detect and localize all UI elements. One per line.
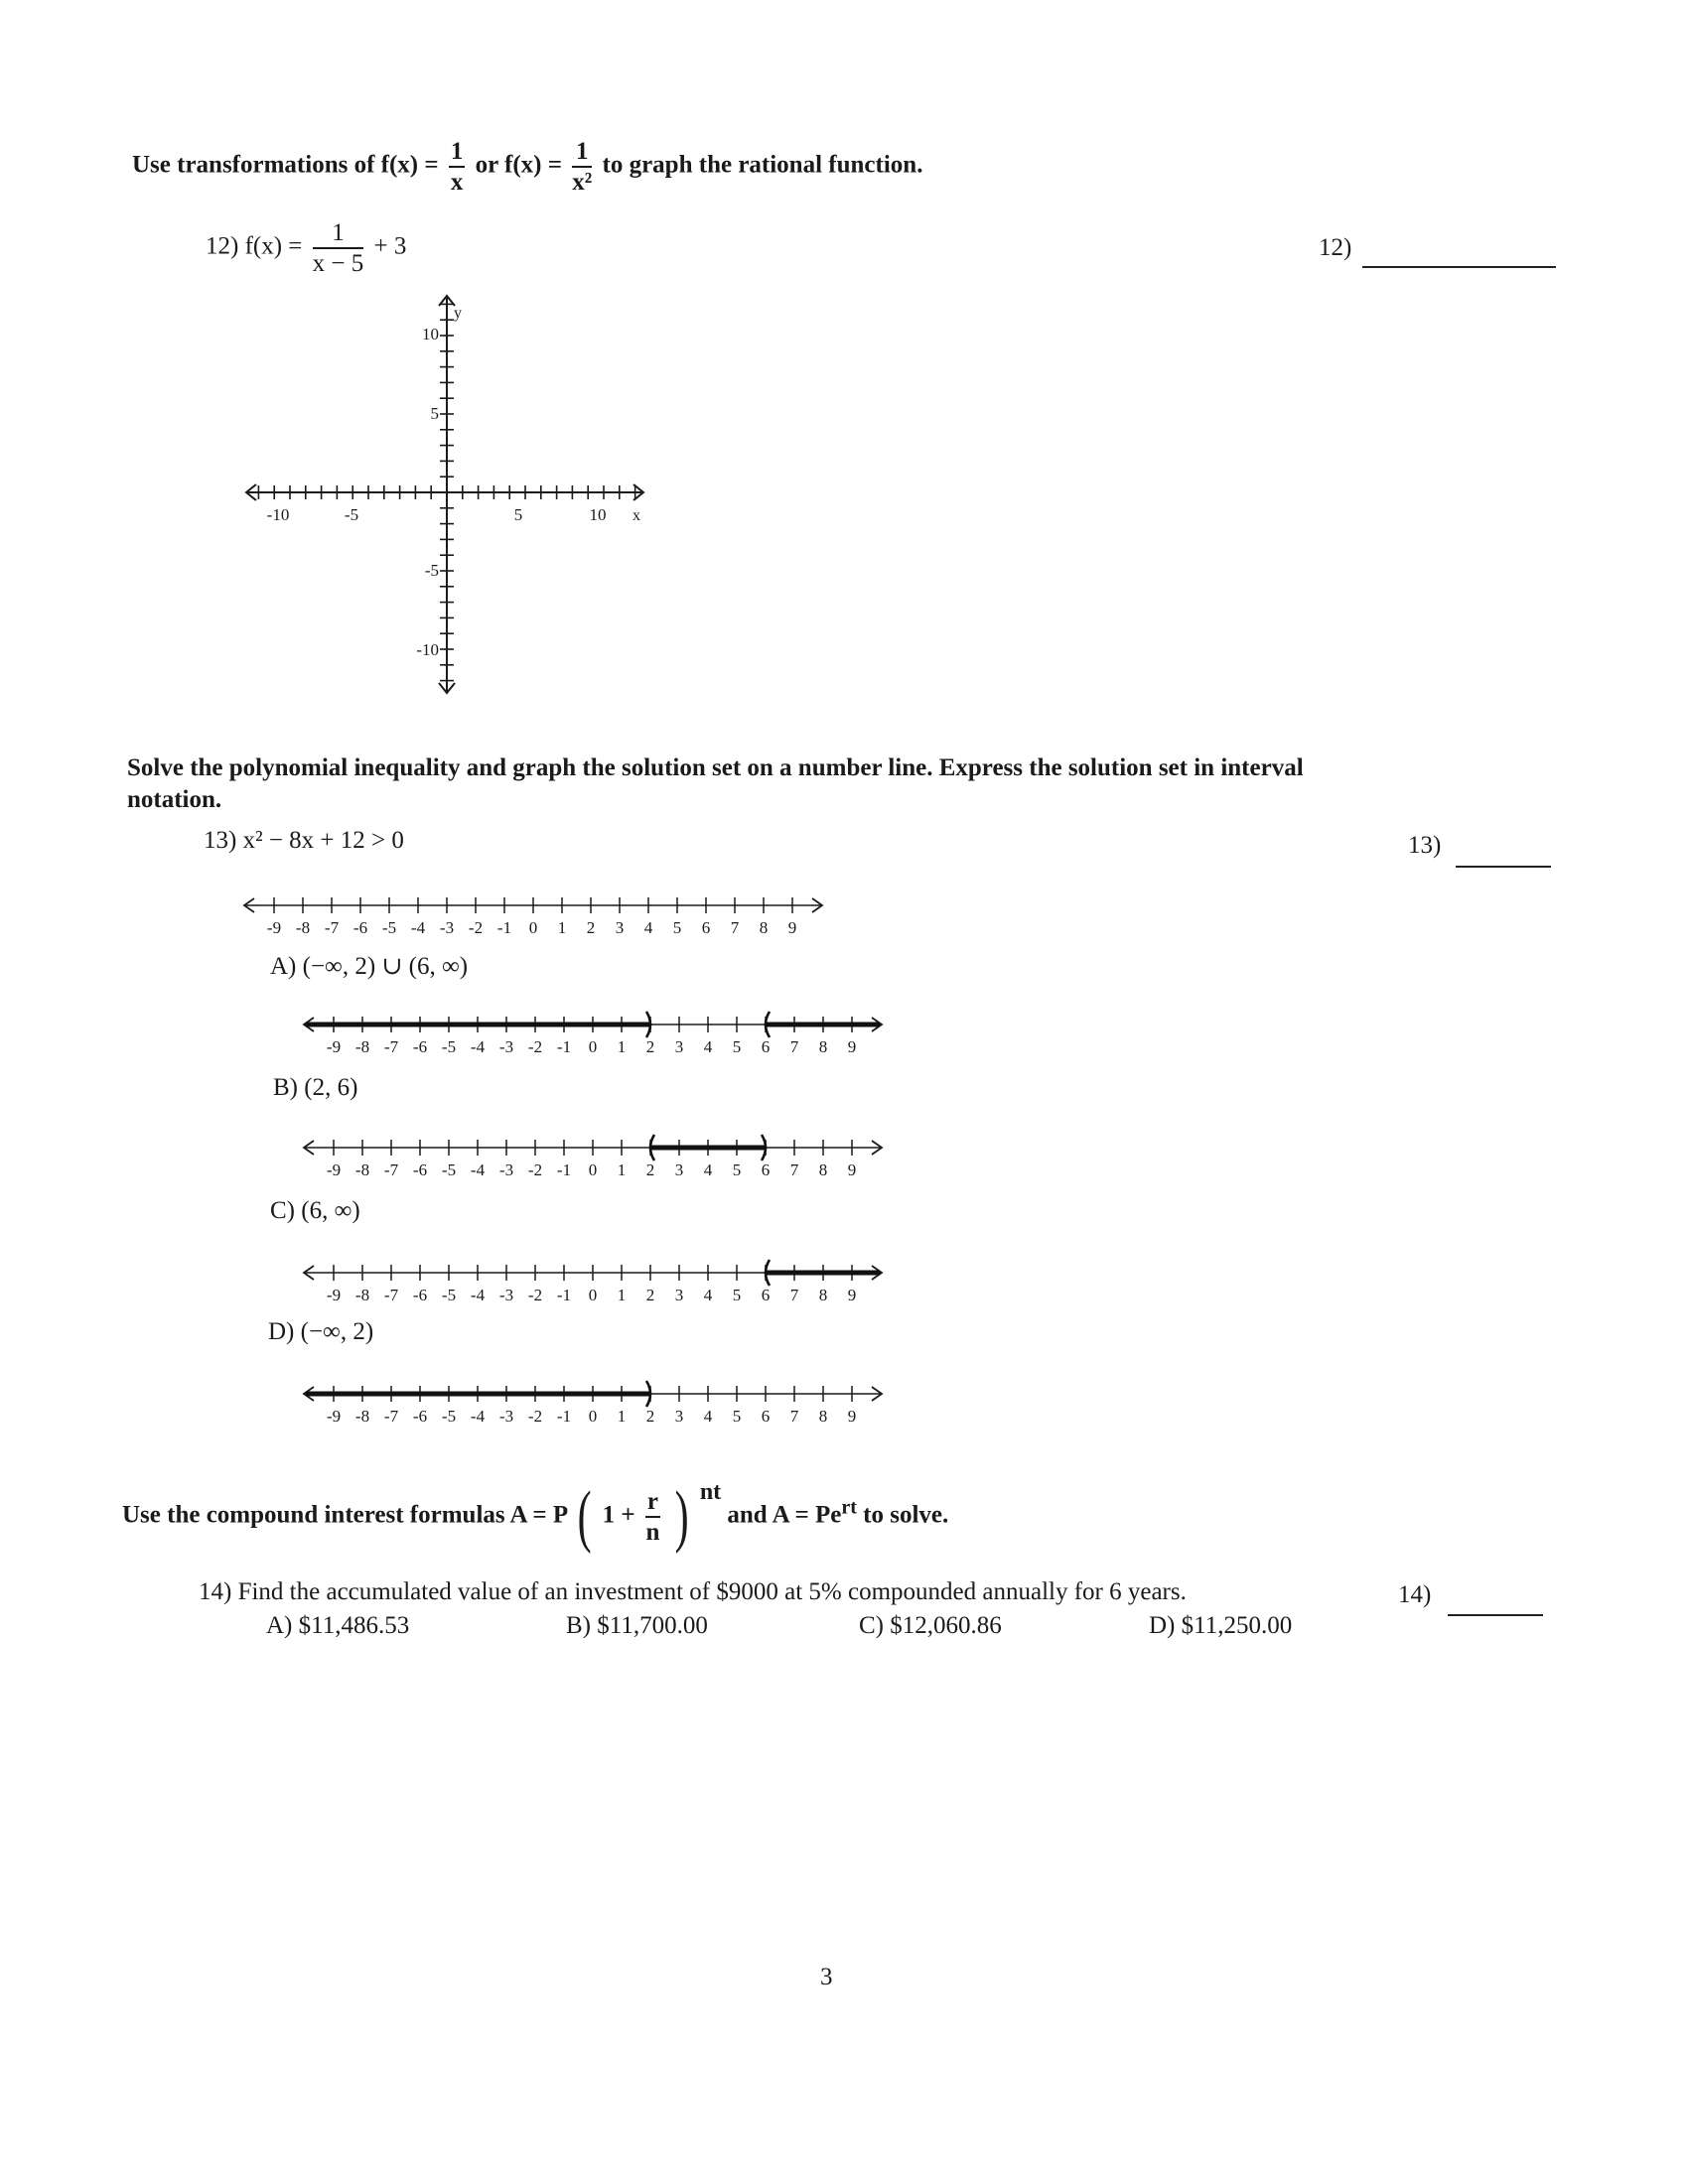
number-line-tick-label: -6: [412, 1160, 428, 1179]
number-line-tick-label: -4: [470, 1037, 486, 1056]
number-line-tick-label: 5: [732, 1286, 742, 1304]
number-line-tick-label: -6: [352, 918, 368, 937]
number-line-tick-label: 2: [586, 918, 596, 937]
number-line-tick-label: -8: [354, 1407, 370, 1426]
number-line-tick-label: 9: [847, 1037, 857, 1056]
number-line-tick-label: 1: [617, 1037, 627, 1056]
number-line-tick-label: 7: [789, 1037, 799, 1056]
instruction-text: and A = Pe: [727, 1501, 842, 1529]
instruction-text: to graph the rational function.: [602, 151, 923, 179]
section-14-instruction: [122, 1478, 949, 1555]
number-line-tick-label: 2: [645, 1286, 655, 1304]
number-line-tick-label: -3: [498, 1160, 514, 1179]
number-line-tick-label: 6: [761, 1160, 771, 1179]
number-line-tick-label: -4: [470, 1286, 486, 1304]
number-line-tick-label: -3: [498, 1037, 514, 1056]
number-line-tick-label: 4: [703, 1160, 713, 1179]
number-line-tick-label: 9: [847, 1286, 857, 1304]
number-line-tick-label: -6: [412, 1407, 428, 1426]
number-line-tick-label: 3: [674, 1407, 684, 1426]
answer-blank-14[interactable]: [1448, 1614, 1543, 1616]
instruction-text: Use transformations of f(x) =: [132, 151, 439, 179]
number-line-tick-label: -7: [383, 1160, 399, 1179]
choice-c-number-line: [298, 1253, 914, 1314]
answer-label-13: 13): [1408, 832, 1442, 859]
number-line-tick-label: 7: [730, 918, 740, 937]
number-line-tick-label: 9: [787, 918, 797, 937]
number-line-tick-label: -2: [527, 1037, 543, 1056]
number-line-tick-label: 2: [645, 1037, 655, 1056]
number-line-tick-label: 1: [557, 918, 567, 937]
answer-label-14: 14): [1398, 1581, 1432, 1608]
number-line-tick-label: 5: [732, 1160, 742, 1179]
number-line-tick-label: -5: [441, 1160, 457, 1179]
choice-b-label[interactable]: B) (2, 6): [273, 1074, 358, 1101]
inequality-expression: x² − 8x + 12 > 0: [242, 827, 404, 854]
number-line-tick-label: -9: [326, 1160, 342, 1179]
number-line-tick-label: 0: [588, 1037, 598, 1056]
number-line-tick-label: 4: [703, 1286, 713, 1304]
choice-a-number-line: [298, 1005, 914, 1066]
number-line-tick-label: 0: [528, 918, 538, 937]
number-line-tick-label: -7: [383, 1037, 399, 1056]
number-line-tick-label: 7: [789, 1286, 799, 1304]
right-paren-glyph: ): [674, 1478, 689, 1555]
number-line-tick-label: 5: [672, 918, 682, 937]
number-line-tick-label: -2: [468, 918, 484, 937]
section-13-instruction-line1: Solve the polynomial inequality and graph the solution set on a number line. Express the solution set in interval: [127, 754, 1304, 781]
number-line-tick-label: -9: [326, 1037, 342, 1056]
choice-c-label[interactable]: C) (6, ∞): [270, 1197, 360, 1224]
fraction-1-over-x-squared: [572, 139, 592, 195]
section-12-instruction: [132, 139, 922, 195]
r-over-n-fraction: [645, 1489, 660, 1545]
number-line-tick-label: -8: [295, 918, 311, 937]
number-line-tick-label: -7: [383, 1286, 399, 1304]
instruction-text: Use the compound interest formulas A = P: [122, 1501, 567, 1529]
choice-d-label[interactable]: D) (−∞, 2): [268, 1318, 374, 1345]
number-line-tick-label: 7: [789, 1407, 799, 1426]
number-line-tick-label: 6: [701, 918, 711, 937]
number-line-tick-label: -4: [410, 918, 426, 937]
exponent-rt: rt: [841, 1496, 857, 1519]
function-label: f(x) =: [244, 232, 303, 260]
number-line-tick-label: 9: [847, 1407, 857, 1426]
instruction-text: to solve.: [863, 1501, 949, 1529]
y-tick-label: 5: [430, 404, 439, 423]
choice-c-option[interactable]: C) $12,060.86: [859, 1612, 1002, 1639]
x-axis-label: x: [633, 507, 640, 524]
number-line-tick-label: 3: [674, 1286, 684, 1304]
number-line-tick-label: -7: [383, 1407, 399, 1426]
number-line-tick-label: 6: [761, 1037, 771, 1056]
choice-a-option[interactable]: A) $11,486.53: [266, 1612, 410, 1639]
number-line-tick-label: 4: [643, 918, 653, 937]
problem-12: [206, 220, 406, 276]
choice-d-option[interactable]: D) $11,250.00: [1149, 1612, 1293, 1639]
number-line-tick-label: 8: [818, 1037, 828, 1056]
number-line-tick-label: 5: [732, 1407, 742, 1426]
number-line-tick-label: -2: [527, 1286, 543, 1304]
number-line-tick-label: 2: [645, 1160, 655, 1179]
question-14: 14) Find the accumulated value of an investment of $9000 at 5% compounded annually for 6 years.: [199, 1578, 1187, 1605]
x-tick-label: 10: [589, 505, 607, 524]
exponent-nt: nt: [699, 1479, 722, 1506]
fraction-denominator: x²: [572, 169, 593, 196]
problem-number: 13): [204, 827, 237, 854]
y-tick-label: 10: [422, 325, 439, 343]
number-line-tick-label: -1: [556, 1407, 572, 1426]
number-line-tick-label: 2: [645, 1407, 655, 1426]
number-line-tick-label: -1: [556, 1160, 572, 1179]
fraction-numerator: 1: [449, 139, 466, 168]
number-line-tick-label: 8: [759, 918, 769, 937]
number-line-tick-label: -5: [441, 1286, 457, 1304]
number-line-tick-label: -2: [527, 1407, 543, 1426]
fraction-numerator: 1: [572, 139, 592, 168]
number-line-tick-label: 8: [818, 1286, 828, 1304]
problem-13: [204, 827, 404, 855]
number-line-tick-label: -8: [354, 1286, 370, 1304]
fraction-denominator: x: [450, 169, 464, 196]
number-line-tick-label: -3: [439, 918, 455, 937]
number-line-tick-label: 1: [617, 1407, 627, 1426]
number-line-tick-label: -4: [470, 1407, 486, 1426]
number-line-tick-label: 5: [732, 1037, 742, 1056]
number-line-tick-label: 0: [588, 1407, 598, 1426]
section-13-instruction-line2: notation.: [127, 786, 222, 813]
number-line-tick-label: 4: [703, 1037, 713, 1056]
number-line-tick-label: -8: [354, 1037, 370, 1056]
number-line-tick-label: 8: [818, 1407, 828, 1426]
number-line-tick-label: 3: [674, 1037, 684, 1056]
number-line-tick-label: 1: [617, 1160, 627, 1179]
y-tick-label: -5: [424, 561, 439, 580]
x-tick-label: -5: [344, 505, 359, 524]
function-fraction: [313, 220, 364, 276]
number-line-tick-label: 9: [847, 1160, 857, 1179]
number-line-tick-label: -9: [326, 1407, 342, 1426]
answer-blank-13[interactable]: [1456, 866, 1551, 868]
number-line-tick-label: -1: [496, 918, 512, 937]
number-line-tick-label: -7: [324, 918, 340, 937]
number-line-tick-label: 8: [818, 1160, 828, 1179]
x-tick-label: -10: [266, 505, 290, 524]
number-line-tick-label: 0: [588, 1160, 598, 1179]
number-line-tick-label: -9: [326, 1286, 342, 1304]
y-axis-label: y: [454, 305, 462, 322]
number-line-tick-label: -3: [498, 1407, 514, 1426]
blank-number-line[interactable]: [238, 886, 854, 947]
fraction-denominator: n: [645, 1519, 660, 1546]
choice-d-number-line: [298, 1374, 914, 1435]
instruction-text: or f(x) =: [475, 151, 563, 179]
fraction-1-over-x: [449, 139, 466, 195]
fraction-denominator: x − 5: [312, 250, 364, 277]
fraction-numerator: r: [645, 1489, 660, 1518]
number-line-tick-label: 6: [761, 1286, 771, 1304]
coordinate-grid[interactable]: [238, 288, 655, 705]
number-line-tick-label: -6: [412, 1037, 428, 1056]
answer-label-12: 12): [1319, 234, 1352, 261]
number-line-tick-label: 4: [703, 1407, 713, 1426]
function-tail: + 3: [373, 232, 407, 260]
choice-b-option[interactable]: B) $11,700.00: [566, 1612, 708, 1639]
number-line-tick-label: 7: [789, 1160, 799, 1179]
number-line-tick-label: 3: [674, 1160, 684, 1179]
number-line-tick-label: 3: [615, 918, 625, 937]
number-line-tick-label: -3: [498, 1286, 514, 1304]
choice-b-number-line: [298, 1128, 914, 1189]
page-number: 3: [820, 1964, 833, 1990]
x-tick-label: 5: [513, 505, 523, 524]
choice-a-label[interactable]: A) (−∞, 2) ∪ (6, ∞): [270, 953, 469, 980]
number-line-tick-label: 0: [588, 1286, 598, 1304]
number-line-tick-label: -1: [556, 1286, 572, 1304]
number-line-tick-label: -5: [381, 918, 397, 937]
answer-blank-12[interactable]: [1362, 266, 1556, 268]
left-paren-glyph: (: [577, 1478, 592, 1555]
number-line-tick-label: 6: [761, 1407, 771, 1426]
number-line-tick-label: -2: [527, 1160, 543, 1179]
formula-one-plus: 1 +: [602, 1501, 635, 1529]
number-line-tick-label: -9: [266, 918, 282, 937]
number-line-tick-label: 1: [617, 1286, 627, 1304]
number-line-tick-label: -1: [556, 1037, 572, 1056]
number-line-tick-label: -6: [412, 1286, 428, 1304]
number-line-tick-label: -4: [470, 1160, 486, 1179]
y-tick-label: -10: [416, 640, 439, 659]
number-line-tick-label: -5: [441, 1407, 457, 1426]
number-line-tick-label: -8: [354, 1160, 370, 1179]
number-line-tick-label: -5: [441, 1037, 457, 1056]
problem-number: 12): [206, 232, 239, 260]
fraction-numerator: 1: [313, 220, 364, 249]
